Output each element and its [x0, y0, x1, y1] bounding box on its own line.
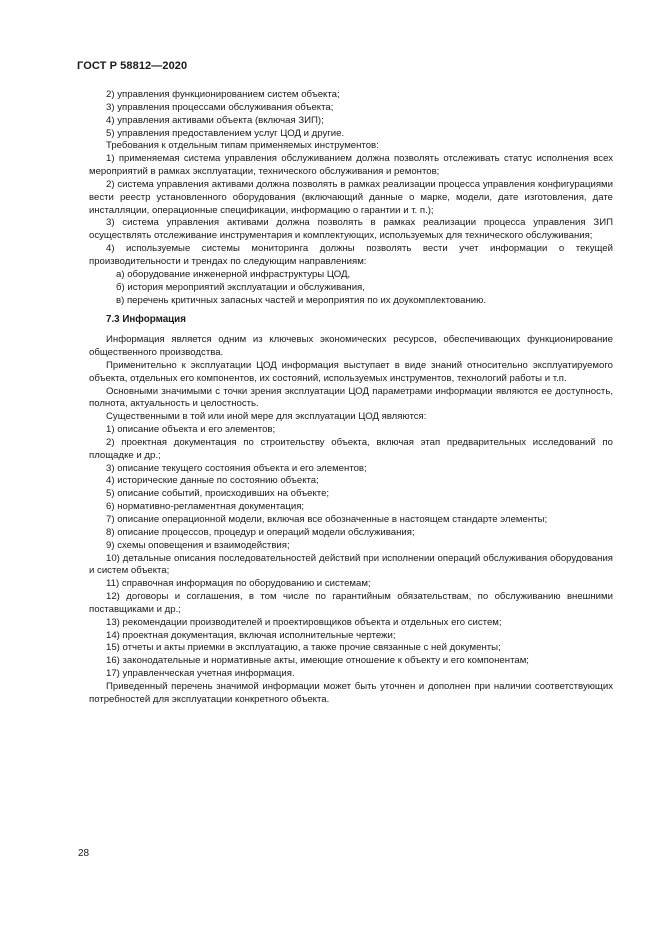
- paragraph: 16) законодательные и нормативные акты, имеющие отношение к объекту и его компонентам;: [106, 655, 529, 667]
- paragraph: Основными значимыми с точки зрения эксплуатации ЦОД параметрами информации являются ее доступность, полнота, актуальность и целостность.: [89, 385, 613, 410]
- sub-list-item: в) перечень критичных запасных частей и мероприятия по их доукомплектованию.: [116, 294, 487, 306]
- paragraph: 10) детальные описания последовательностей действий при исполнении операций обслуживания оборудования и систем объекта;: [89, 552, 613, 577]
- sub-list-item: а) оборудование инженерной инфраструктуры ЦОД,: [116, 268, 351, 280]
- paragraph: 4) управления активами объекта (включая ЗИП);: [106, 114, 324, 126]
- paragraph: 13) рекомендации производителей и проектировщиков объекта и отдельных его систем;: [106, 616, 502, 628]
- document-header: ГОСТ Р 58812—2020: [77, 60, 188, 72]
- paragraph: 3) управления процессами обслуживания объекта;: [106, 101, 334, 113]
- paragraph: 3) описание текущего состояния объекта и его элементов;: [106, 462, 367, 474]
- paragraph: 4) исторические данные по состоянию объекта;: [106, 475, 319, 487]
- paragraph: 1) описание объекта и его элементов;: [106, 424, 276, 436]
- paragraph: 5) описание событий, происходивших на объекте;: [106, 488, 330, 500]
- paragraph: 12) договоры и соглашения, в том числе по гарантийным обязательствам, по обслуживанию внешними поставщиками и др.;: [89, 591, 613, 615]
- paragraph: Информация является одним из ключевых экономических ресурсов, обеспечивающих функционирование общественного производства.: [89, 334, 613, 359]
- sub-list-item: б) история мероприятий эксплуатации и обслуживания,: [116, 281, 365, 293]
- paragraph: 14) проектная документация, включая исполнительные чертежи;: [106, 629, 396, 641]
- paragraph: 17) управленческая учетная информация.: [106, 668, 295, 680]
- paragraph: Приведенный перечень значимой информации может быть уточнен и дополнен при наличии соответствующих потребностей для эксплуатации конкретного объекта.: [89, 680, 613, 705]
- paragraph: 6) нормативно-регламентная документация;: [106, 501, 305, 513]
- paragraph: Применительно к эксплуатации ЦОД информация выступает в виде знаний относительно эксплуатируемого объекта, отдельных его компонентов, их состояний, используемых инструментов, технологий работы и т.п.: [89, 359, 613, 384]
- paragraph: 15) отчеты и акты приемки в эксплуатацию, а также прочие связанные с ней документы;: [106, 642, 501, 654]
- paragraph: 1) применяемая система управления обслуживанием должна позволять отслеживать статус исполнения всех мероприятий в рамках эксплуатации, технического обслуживания и ремонтов;: [89, 153, 613, 178]
- paragraph: Требования к отдельным типам применяемых инструментов:: [106, 140, 379, 152]
- page-number: 28: [78, 848, 90, 859]
- paragraph: 2) проектная документация по строительству объекта, включая этап предварительных исследований по площадке и др.;: [89, 436, 613, 461]
- paragraph: 4) используемые системы мониторинга должны позволять вести учет информации о текущей производительности и трендах по следующим направлениям:: [89, 243, 613, 267]
- paragraph: Существенными в той или иной мере для эксплуатации ЦОД являются:: [106, 411, 427, 423]
- section-title: 7.3 Информация: [106, 314, 186, 326]
- paragraph: 8) описание процессов, процедур и операций модели обслуживания;: [106, 526, 415, 538]
- document-body: [89, 89, 613, 707]
- paragraph: 2) система управления активами должна позволять в рамках реализации процесса управления конфигурациями вести реестр установленного оборудования (включающий данные о марке, модели, дате изготовления, дате инсталляции, операционные спецификации, информацию о гарантии и т. п.);: [89, 178, 613, 216]
- paragraph: 2) управления функционированием систем объекта;: [106, 89, 340, 100]
- paragraph: 3) система управления активами должна позволять в рамках реализации процесса управления ЗИП осуществлять отслеживание инструментария и комплектующих, используемых для технического обслуживания;: [89, 217, 613, 242]
- paragraph: 11) справочная информация по оборудованию и системам;: [106, 578, 371, 590]
- paragraph: 7) описание операционной модели, включая все обозначенные в настоящем стандарте элементы;: [106, 514, 548, 525]
- paragraph: 5) управления предоставлением услуг ЦОД и другие.: [106, 127, 345, 139]
- paragraph: 9) схемы оповещения и взаимодействия;: [106, 539, 290, 551]
